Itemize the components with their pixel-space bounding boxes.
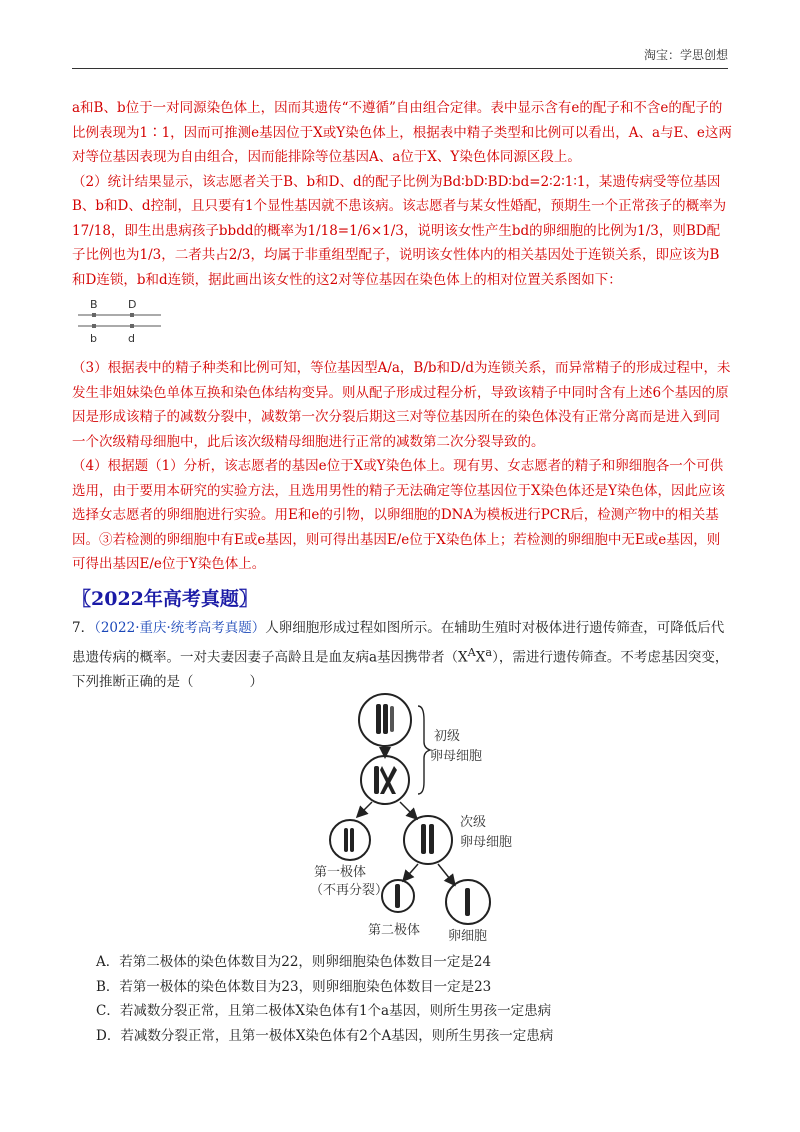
second-polar-label: 第二极体 [368,923,421,938]
question-text-mid: X [475,649,486,665]
arrow-4 [404,864,418,880]
locus-mark-b [92,324,96,328]
option-a[interactable]: A．若第二极体的染色体数目为22，则卵细胞染色体数目一定是24 [96,954,492,970]
question-source: （2022·重庆·统考高考真题） [94,620,266,636]
brace [418,706,430,794]
gene-position-diagram [76,298,166,348]
first-polar-label-line1: 第一极体 [314,865,367,880]
superscript-a: a [485,645,493,659]
answer-paragraph-3: （3）根据表中的精子种类和比例可知，等位基因型A/a，B/b和D/d为连锁关系，而异常精子的形成过程中，未发生非姐妹染色单体互换和染色体结构变异。则从配子形成过程分析，导致该精子中同时含有上述6个基因的原因是形成该精子的减数分裂中，减数第一次分裂后期这三对等位基因所在的染色体没有正常分离而是进入到同一个次级精母细胞中，此后该次级精母细胞进行正常的减数第二次分裂导致的。 [72,360,731,450]
first-polar-label-line2: （不再分裂） [310,883,389,898]
secondary-oocyte-label-line1: 次级 [460,815,487,830]
locus-mark-B [92,313,96,317]
arrow-5 [438,864,454,884]
gene-label-B: B [90,298,98,311]
oogenesis-figure [300,690,540,945]
question-text-end: ） [249,673,263,690]
locus-mark-D [130,313,134,317]
locus-mark-d [130,324,134,328]
chromosome-secondary [421,824,434,854]
chromosome-pair-top [376,704,394,734]
secondary-oocyte-label-line2: 卵母细胞 [460,835,513,850]
question-text-b: ），需进行遗传筛查。不考虑基因突变，下列推断正确的是（ [72,649,729,690]
egg-label: 卵细胞 [448,929,488,944]
answer-paragraph-4: （4）根据题（1）分析，该志愿者的基因e位于X或Y染色体上。现有男、女志愿者的精子和卵细胞各一个可供选用，由于要用本研究的实验方法，且选用男性的精子无法确定等位基因位于X染色体还是Y染色体，因此应该选择女志愿者的卵细胞进行实验。用E和e的引物，以卵细胞的DNA为模板进行PCR后，检测产物中的相关基因。③若检测的卵细胞中有E或e基因，则可得出基因E/e位于X染色体上；若检测的卵细胞中无E或e基因，则可得出基因E/e位于Y染色体上。 [72,458,726,572]
arrow-3 [400,802,416,818]
answer-analysis [72,96,732,577]
question-number: 7． [72,620,95,636]
gene-label-D: D [128,298,137,311]
section-title: 〖2022年高考真题〗 [72,588,258,610]
gene-label-b: b [90,332,97,345]
arrow-2 [358,802,372,816]
option-d[interactable]: D．若减数分裂正常，且第一极体X染色体有2个A基因，则所生男孩一定患病 [96,1027,554,1044]
answer-paragraph-2: （2）统计结果显示，该志愿者关于B、b和D、d的配子比例为Bd∶bD∶BD∶bd=2∶2∶1∶1，某遗传病受等位基因B、b和D、d控制，且只要有1个显性基因就不患该病。该志愿者与某女性婚配，预期生一个正常孩子的概率为17/18，即生出患病孩子bbdd的概率为1/18=1/6×1/3，说明该女性产生bd的卵细胞的比例为1/3，则BD配子比例也为1/3，二者共占2/3，均属于非重组型配子，说明该女性体内的相关基因处于连锁关系，即应该为B和D连锁，b和d连锁，据此画出该女性的这2对等位基因在染色体上的相对位置关系图如下： [72,173,727,288]
page-header [72,40,728,69]
primary-oocyte-label-line1: 初级 [434,729,461,744]
option-b[interactable]: B．若第一极体的染色体数目为23，则卵细胞染色体数目一定是23 [96,978,492,995]
secondary-oocyte-cell [404,816,452,864]
question-7 [72,616,732,694]
gene-label-d: d [128,332,135,345]
primary-oocyte-label-line2: 卵母细胞 [430,749,483,764]
question-stem [72,616,732,694]
answer-options [96,950,736,1048]
option-c[interactable]: C．若减数分裂正常，且第二极体X染色体有1个a基因，则所生男孩一定患病 [96,1003,552,1019]
chromosome-second-polar [395,884,400,908]
header-shop-text: 淘宝：学思创想 [643,48,728,62]
chromosome-egg [465,888,470,916]
superscript-A: A [467,645,476,659]
question-text-a: 人卵细胞形成过程如图所示。在辅助生殖时对极体进行遗传筛查，可降低后代患遗传病的概率。一对夫妻因妻子高龄且是血友病a基因携带者（X [72,620,725,665]
answer-paragraph-1: a和B、b位于一对同源染色体上，因而其遗传“不遵循”自由组合定律。表中显示含有e的配子和不含e的配子的比例表现为1∶1，因而可推测e基因位于X或Y染色体上，根据表中精子类型和比例可以看出，A、a与E、e这两对等位基因表现为自由组合，因而能排除等位基因A、a位于X、Y染色体同源区段上。 [72,100,732,165]
chromosome-tetrad [374,766,397,794]
chromosome-first-polar [344,828,354,852]
